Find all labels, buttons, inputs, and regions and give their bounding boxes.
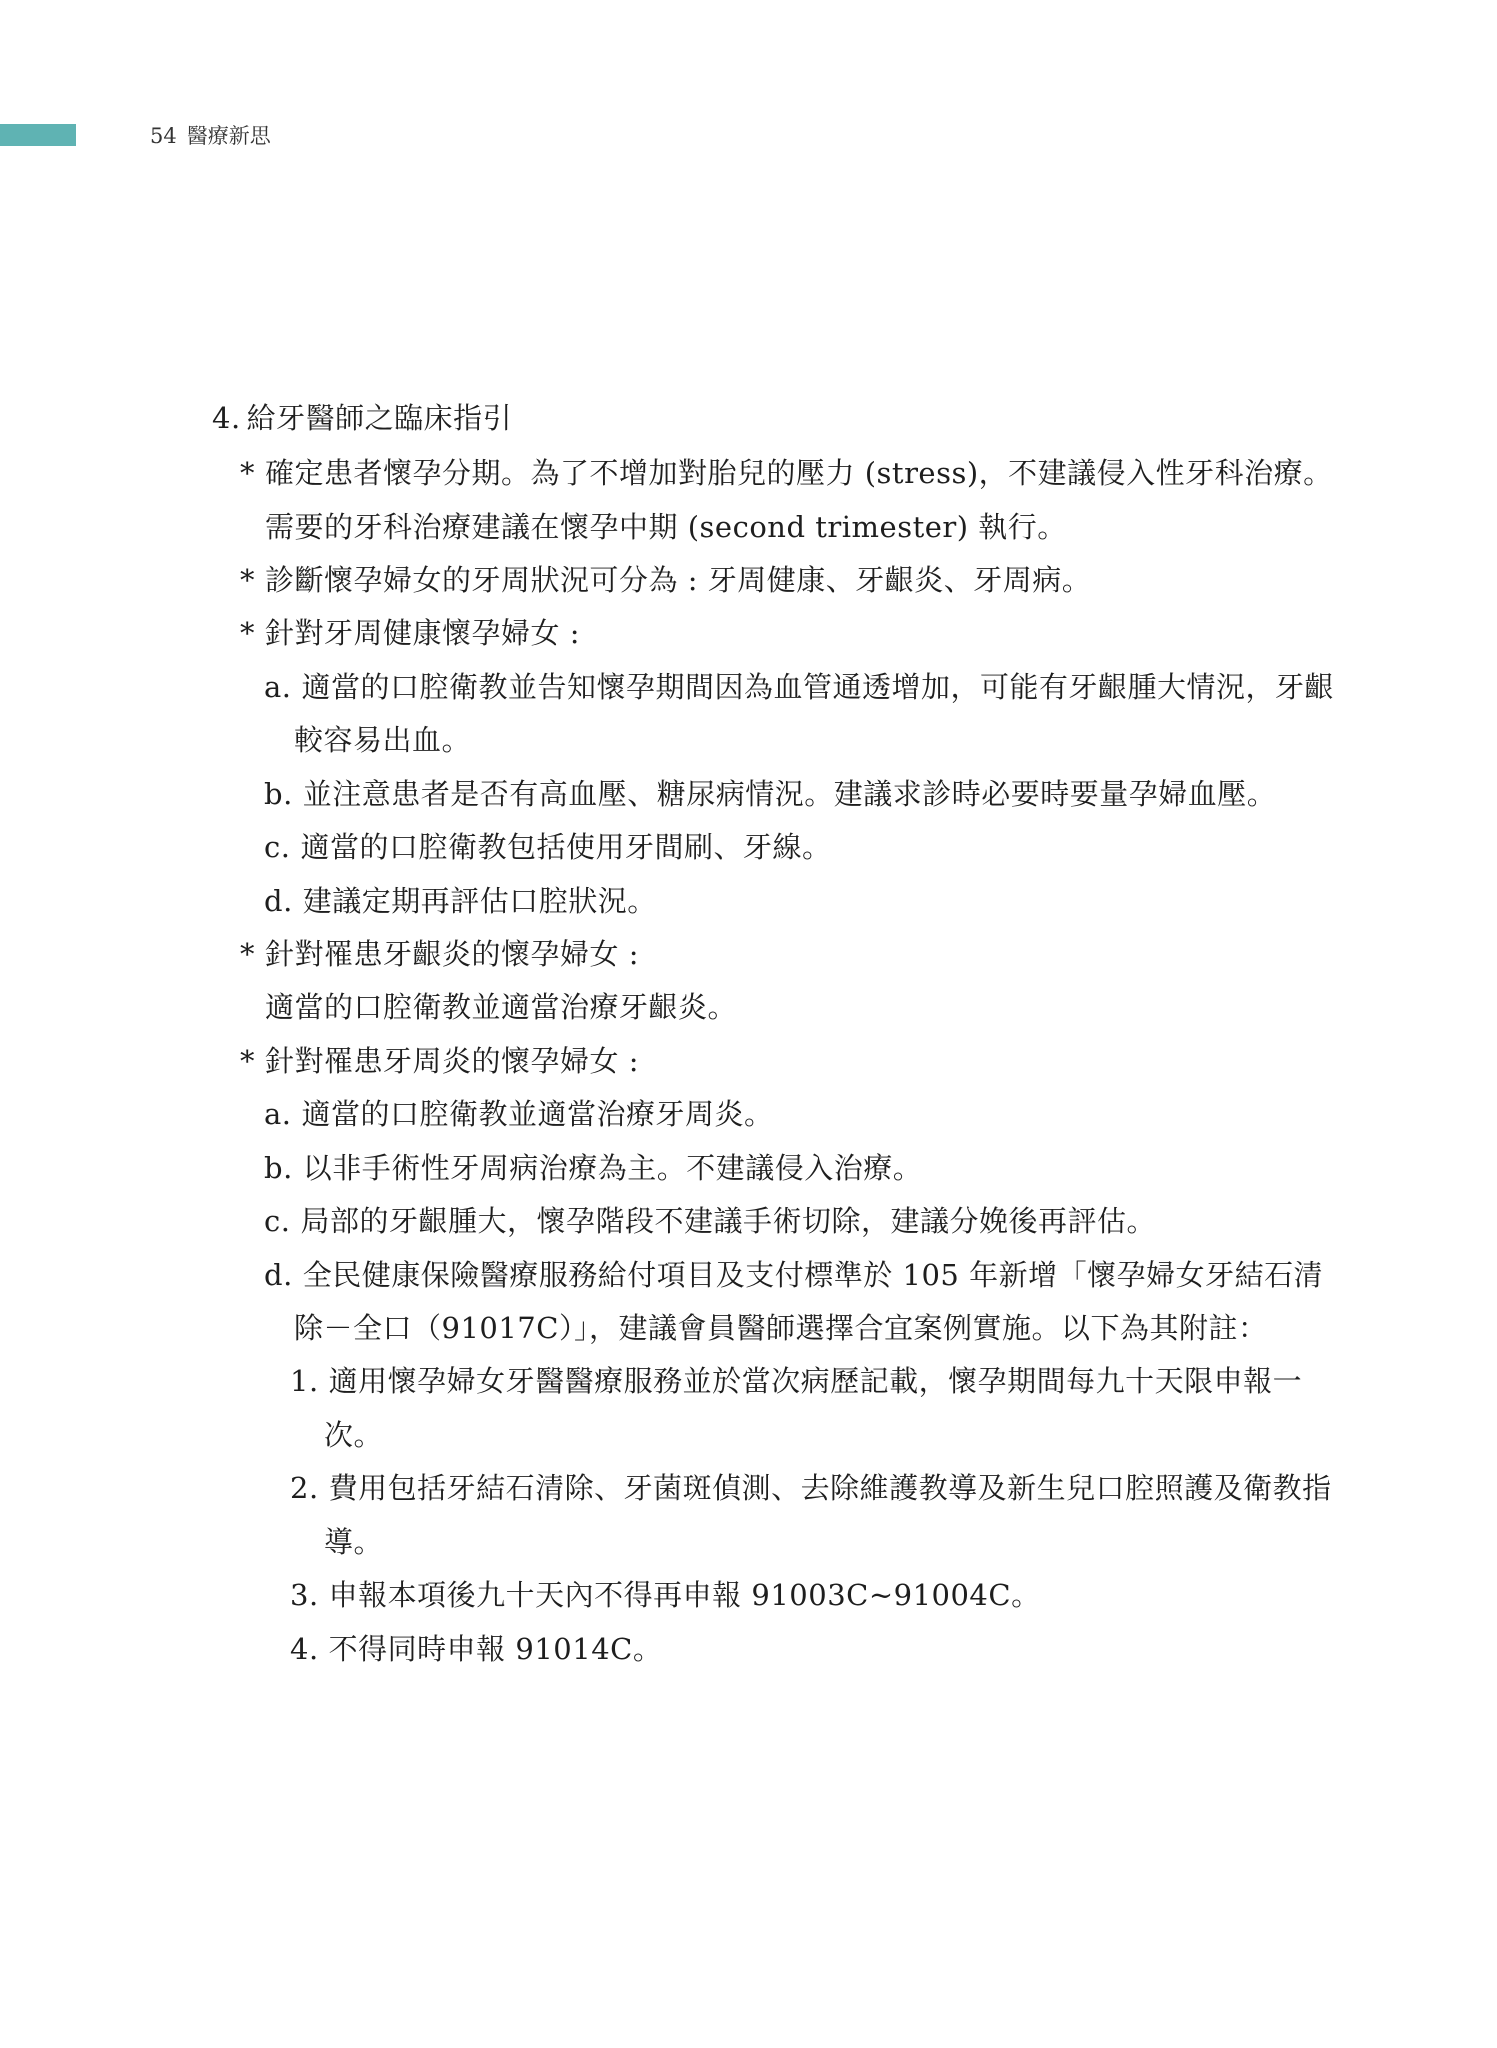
- bullet-5-item-b: [264, 1150, 922, 1186]
- section-heading: [212, 400, 512, 436]
- bullet-3: [240, 615, 580, 651]
- bullet-3-item-c-text: 適當的口腔衛教包括使用牙間刷、牙線。: [300, 830, 832, 864]
- bullet-4: [240, 936, 639, 972]
- bullet-5: [240, 1043, 639, 1079]
- note-2-line-1: 費用包括牙結石清除、牙菌斑偵測、去除維護教導及新生兒口腔照護及衛教指: [328, 1471, 1332, 1505]
- bullet-mark: *: [240, 937, 255, 971]
- bullet-mark: *: [240, 563, 255, 597]
- running-title: 醫療新思: [186, 124, 271, 148]
- item-mark: c.: [264, 1204, 291, 1238]
- bullet-3-item-b-text: 並注意患者是否有高血壓、糖尿病情況。建議求診時必要時要量孕婦血壓。: [302, 777, 1277, 811]
- bullet-3-item-b: [264, 776, 1276, 812]
- bullet-5-text: 針對罹患牙周炎的懷孕婦女 :: [265, 1044, 639, 1078]
- bullet-5-item-d-line-1: 全民健康保險醫療服務給付項目及支付標準於 105 年新增「懷孕婦女牙結石清: [302, 1258, 1324, 1292]
- bullet-5-item-b-text: 以非手術性牙周病治療為主。不建議侵入治療。: [302, 1151, 923, 1185]
- bullet-2-text: 診斷懷孕婦女的牙周狀況可分為 : 牙周健康、牙齦炎、牙周病。: [265, 563, 1092, 597]
- note-2: [290, 1470, 1332, 1506]
- bullet-5-item-d: [264, 1257, 1323, 1293]
- bullet-5-item-c: [264, 1203, 1156, 1239]
- section-title: 給牙醫師之臨床指引: [246, 401, 513, 435]
- bullet-3-item-a-continuation: 較容易出血。: [294, 723, 472, 757]
- item-mark: a.: [264, 1097, 292, 1131]
- bullet-3-item-c: [264, 829, 831, 865]
- bullet-5-item-d-continuation: 除－全口（91017C）」，建議會員醫師選擇合宜案例實施。以下為其附註：: [294, 1311, 1268, 1345]
- bullet-5-item-a: [264, 1096, 774, 1132]
- page-number: 54: [150, 124, 177, 148]
- note-mark: 3.: [290, 1578, 319, 1612]
- section-number: 4.: [212, 401, 241, 435]
- page-header: [150, 120, 271, 150]
- bullet-1: [240, 455, 1333, 491]
- item-mark: b.: [264, 1151, 293, 1185]
- bullet-mark: *: [240, 1044, 255, 1078]
- note-1-continuation: 次。: [324, 1418, 384, 1452]
- note-3: [290, 1577, 1041, 1613]
- note-4: [290, 1631, 662, 1667]
- note-1-line-1: 適用懷孕婦女牙醫醫療服務並於當次病歷記載，懷孕期間每九十天限申報一: [328, 1364, 1303, 1398]
- bullet-4-body: 適當的口腔衛教並適當治療牙齦炎。: [265, 990, 738, 1024]
- bullet-1-line-1: 確定患者懷孕分期。為了不增加對胎兒的壓力 (stress)，不建議侵入性牙科治療。: [265, 456, 1333, 490]
- note-3-text: 申報本項後九十天內不得再申報 91003C~91004C。: [328, 1578, 1041, 1612]
- note-2-continuation: 導。: [324, 1525, 384, 1559]
- bullet-5-item-a-text: 適當的口腔衛教並適當治療牙周炎。: [301, 1097, 774, 1131]
- item-mark: d.: [264, 1258, 293, 1292]
- item-mark: a.: [264, 670, 292, 704]
- bullet-2: [240, 562, 1091, 598]
- bullet-3-item-d: [264, 883, 657, 919]
- bullet-mark: *: [240, 616, 255, 650]
- bullet-1-continuation: 需要的牙科治療建議在懷孕中期 (second trimester) 執行。: [265, 510, 1067, 544]
- bullet-3-item-d-text: 建議定期再評估口腔狀況。: [302, 884, 657, 918]
- header-accent-bar: [0, 124, 76, 146]
- bullet-3-text: 針對牙周健康懷孕婦女 :: [265, 616, 580, 650]
- bullet-5-item-c-text: 局部的牙齦腫大，懷孕階段不建議手術切除，建議分娩後再評估。: [300, 1204, 1156, 1238]
- item-mark: c.: [264, 830, 291, 864]
- item-mark: d.: [264, 884, 293, 918]
- note-4-text: 不得同時申報 91014C。: [328, 1632, 663, 1666]
- note-mark: 2.: [290, 1471, 319, 1505]
- note-mark: 4.: [290, 1632, 319, 1666]
- bullet-4-text: 針對罹患牙齦炎的懷孕婦女 :: [265, 937, 639, 971]
- note-mark: 1.: [290, 1364, 319, 1398]
- bullet-3-item-a-line-1: 適當的口腔衛教並告知懷孕期間因為血管通透增加，可能有牙齦腫大情況，牙齦: [301, 670, 1335, 704]
- bullet-3-item-a: [264, 669, 1334, 705]
- note-1: [290, 1363, 1302, 1399]
- bullet-mark: *: [240, 456, 255, 490]
- item-mark: b.: [264, 777, 293, 811]
